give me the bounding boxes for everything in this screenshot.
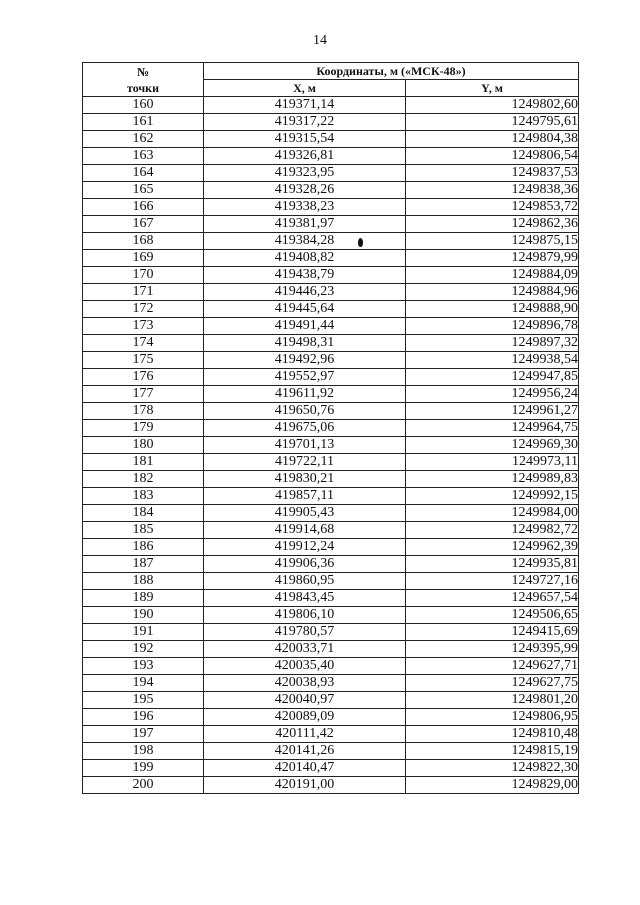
x-coordinate-cell: 419408,82 (204, 250, 406, 267)
y-coordinate-cell: 1249795,61 (406, 114, 579, 131)
table-row (83, 658, 579, 675)
table-row (83, 777, 579, 794)
x-coordinate-cell: 419857,11 (204, 488, 406, 505)
table-row (83, 539, 579, 556)
y-coordinate-cell: 1249395,99 (406, 641, 579, 658)
point-number-cell: 168 (83, 233, 204, 250)
y-coordinate-cell: 1249506,65 (406, 607, 579, 624)
y-coordinate-cell: 1249862,36 (406, 216, 579, 233)
point-number-cell: 184 (83, 505, 204, 522)
y-coordinate-cell: 1249884,96 (406, 284, 579, 301)
table-row (83, 182, 579, 199)
point-number-cell: 164 (83, 165, 204, 182)
x-coordinate-cell: 419498,31 (204, 335, 406, 352)
table-row (83, 573, 579, 590)
x-coordinate-cell: 419491,44 (204, 318, 406, 335)
number-sign: № (136, 64, 150, 79)
table-header (83, 63, 579, 97)
y-coordinate-cell: 1249810,48 (406, 726, 579, 743)
y-coordinate-cell: 1249822,30 (406, 760, 579, 777)
point-number-cell: 197 (83, 726, 204, 743)
x-coordinate-cell: 420033,71 (204, 641, 406, 658)
x-coordinate-cell: 419371,14 (204, 97, 406, 114)
x-coordinate-cell: 419611,92 (204, 386, 406, 403)
x-coordinate-cell: 420141,26 (204, 743, 406, 760)
point-number-cell: 196 (83, 709, 204, 726)
x-coordinate-cell: 419780,57 (204, 624, 406, 641)
y-coordinate-cell: 1249727,16 (406, 573, 579, 590)
point-number-cell: 193 (83, 658, 204, 675)
y-coordinate-cell: 1249879,99 (406, 250, 579, 267)
y-coordinate-cell: 1249837,53 (406, 165, 579, 182)
table-row (83, 216, 579, 233)
point-number-cell: 188 (83, 573, 204, 590)
point-number-cell: 200 (83, 777, 204, 794)
y-coordinate-cell: 1249969,30 (406, 437, 579, 454)
point-number-cell: 183 (83, 488, 204, 505)
x-coordinate-cell: 420040,97 (204, 692, 406, 709)
x-coordinate-cell: 419906,36 (204, 556, 406, 573)
table-row (83, 471, 579, 488)
y-coordinate-cell: 1249982,72 (406, 522, 579, 539)
table-row (83, 420, 579, 437)
table-row (83, 386, 579, 403)
y-coordinate-cell: 1249897,32 (406, 335, 579, 352)
y-coordinate-cell: 1249802,60 (406, 97, 579, 114)
point-number-cell: 166 (83, 199, 204, 216)
y-coordinate-cell: 1249415,69 (406, 624, 579, 641)
point-number-header (83, 63, 204, 97)
x-coordinate-cell: 420035,40 (204, 658, 406, 675)
y-coordinate-cell: 1249838,36 (406, 182, 579, 199)
x-coordinate-cell: 419317,22 (204, 114, 406, 131)
x-coordinate-cell: 419381,97 (204, 216, 406, 233)
coordinates-table (82, 62, 579, 794)
table-row (83, 403, 579, 420)
table-row (83, 148, 579, 165)
table-row (83, 556, 579, 573)
point-number-cell: 178 (83, 403, 204, 420)
table-row (83, 607, 579, 624)
x-coordinate-cell: 419315,54 (204, 131, 406, 148)
y-coordinate-cell: 1249962,39 (406, 539, 579, 556)
y-coordinate-cell: 1249815,19 (406, 743, 579, 760)
point-number-cell: 194 (83, 675, 204, 692)
y-coordinate-cell: 1249992,15 (406, 488, 579, 505)
table-row (83, 488, 579, 505)
point-number-cell: 173 (83, 318, 204, 335)
y-coordinate-cell: 1249896,78 (406, 318, 579, 335)
y-coordinate-cell: 1249801,20 (406, 692, 579, 709)
x-coordinate-cell: 419338,23 (204, 199, 406, 216)
x-coordinate-cell: 419384,28 (204, 233, 406, 250)
table-row (83, 284, 579, 301)
table-row (83, 131, 579, 148)
x-coordinate-cell: 419552,97 (204, 369, 406, 386)
y-coordinate-cell: 1249657,54 (406, 590, 579, 607)
point-number-cell: 186 (83, 539, 204, 556)
table-row (83, 301, 579, 318)
point-number-cell: 179 (83, 420, 204, 437)
y-coordinate-cell: 1249973,11 (406, 454, 579, 471)
point-number-cell: 180 (83, 437, 204, 454)
x-coordinate-cell: 419830,21 (204, 471, 406, 488)
table-row (83, 250, 579, 267)
point-number-cell: 190 (83, 607, 204, 624)
table-row (83, 454, 579, 471)
y-coordinate-cell: 1249627,75 (406, 675, 579, 692)
x-coordinate-cell: 420111,42 (204, 726, 406, 743)
table-row (83, 369, 579, 386)
point-number-cell: 167 (83, 216, 204, 233)
y-coordinate-cell: 1249935,81 (406, 556, 579, 573)
x-coordinate-cell: 420038,93 (204, 675, 406, 692)
point-number-cell: 187 (83, 556, 204, 573)
table-row (83, 641, 579, 658)
x-coordinate-cell: 419326,81 (204, 148, 406, 165)
table-row (83, 675, 579, 692)
y-column-header: Y, м (406, 80, 579, 97)
point-number-cell: 195 (83, 692, 204, 709)
y-coordinate-cell: 1249875,15 (406, 233, 579, 250)
x-coordinate-cell: 420191,00 (204, 777, 406, 794)
y-coordinate-cell: 1249804,38 (406, 131, 579, 148)
y-coordinate-cell: 1249884,09 (406, 267, 579, 284)
x-coordinate-cell: 419446,23 (204, 284, 406, 301)
x-coordinate-cell: 419445,64 (204, 301, 406, 318)
x-column-header: X, м (204, 80, 406, 97)
x-coordinate-cell: 419492,96 (204, 352, 406, 369)
point-number-cell: 175 (83, 352, 204, 369)
table-row (83, 692, 579, 709)
y-coordinate-cell: 1249947,85 (406, 369, 579, 386)
x-coordinate-cell: 419701,13 (204, 437, 406, 454)
table-row (83, 318, 579, 335)
y-coordinate-cell: 1249806,95 (406, 709, 579, 726)
table-row (83, 233, 579, 250)
y-coordinate-cell: 1249627,71 (406, 658, 579, 675)
table-row (83, 335, 579, 352)
table-body (83, 97, 579, 794)
y-coordinate-cell: 1249806,54 (406, 148, 579, 165)
point-number-cell: 181 (83, 454, 204, 471)
table-row (83, 505, 579, 522)
x-coordinate-cell: 419650,76 (204, 403, 406, 420)
point-number-cell: 176 (83, 369, 204, 386)
y-coordinate-cell: 1249961,27 (406, 403, 579, 420)
table-row (83, 352, 579, 369)
y-coordinate-cell: 1249989,83 (406, 471, 579, 488)
ink-blot (358, 238, 363, 247)
x-coordinate-cell: 419722,11 (204, 454, 406, 471)
point-number-cell: 160 (83, 97, 204, 114)
table-row (83, 165, 579, 182)
table-row (83, 199, 579, 216)
x-coordinate-cell: 419914,68 (204, 522, 406, 539)
point-number-cell: 177 (83, 386, 204, 403)
y-coordinate-cell: 1249984,00 (406, 505, 579, 522)
x-coordinate-cell: 419860,95 (204, 573, 406, 590)
table-row (83, 522, 579, 539)
x-coordinate-cell: 420140,47 (204, 760, 406, 777)
point-number-cell: 162 (83, 131, 204, 148)
table-row (83, 760, 579, 777)
point-number-cell: 169 (83, 250, 204, 267)
table-row (83, 97, 579, 114)
table-row (83, 709, 579, 726)
point-number-cell: 165 (83, 182, 204, 199)
x-coordinate-cell: 419675,06 (204, 420, 406, 437)
point-number-cell: 182 (83, 471, 204, 488)
x-coordinate-cell: 419905,43 (204, 505, 406, 522)
point-number-cell: 191 (83, 624, 204, 641)
x-coordinate-cell: 419806,10 (204, 607, 406, 624)
point-label: точки (126, 80, 160, 95)
y-coordinate-cell: 1249964,75 (406, 420, 579, 437)
x-coordinate-cell: 419438,79 (204, 267, 406, 284)
table-row (83, 624, 579, 641)
page-number: 14 (313, 33, 327, 48)
x-coordinate-cell: 419912,24 (204, 539, 406, 556)
point-number-cell: 192 (83, 641, 204, 658)
x-coordinate-cell: 420089,09 (204, 709, 406, 726)
point-number-cell: 189 (83, 590, 204, 607)
x-coordinate-cell: 419328,26 (204, 182, 406, 199)
point-number-cell: 171 (83, 284, 204, 301)
point-number-cell: 163 (83, 148, 204, 165)
point-number-cell: 198 (83, 743, 204, 760)
point-number-cell: 172 (83, 301, 204, 318)
table-row (83, 743, 579, 760)
point-number-cell: 185 (83, 522, 204, 539)
point-number-cell: 170 (83, 267, 204, 284)
point-number-cell: 161 (83, 114, 204, 131)
table-row (83, 726, 579, 743)
table-row (83, 590, 579, 607)
y-coordinate-cell: 1249853,72 (406, 199, 579, 216)
y-coordinate-cell: 1249956,24 (406, 386, 579, 403)
y-coordinate-cell: 1249888,90 (406, 301, 579, 318)
point-number-cell: 174 (83, 335, 204, 352)
y-coordinate-cell: 1249938,54 (406, 352, 579, 369)
coordinates-header: Координаты, м («МСК-48») (204, 63, 579, 80)
table-row (83, 437, 579, 454)
x-coordinate-cell: 419323,95 (204, 165, 406, 182)
x-coordinate-cell: 419843,45 (204, 590, 406, 607)
y-coordinate-cell: 1249829,00 (406, 777, 579, 794)
point-number-cell: 199 (83, 760, 204, 777)
table-row (83, 114, 579, 131)
table-row (83, 267, 579, 284)
